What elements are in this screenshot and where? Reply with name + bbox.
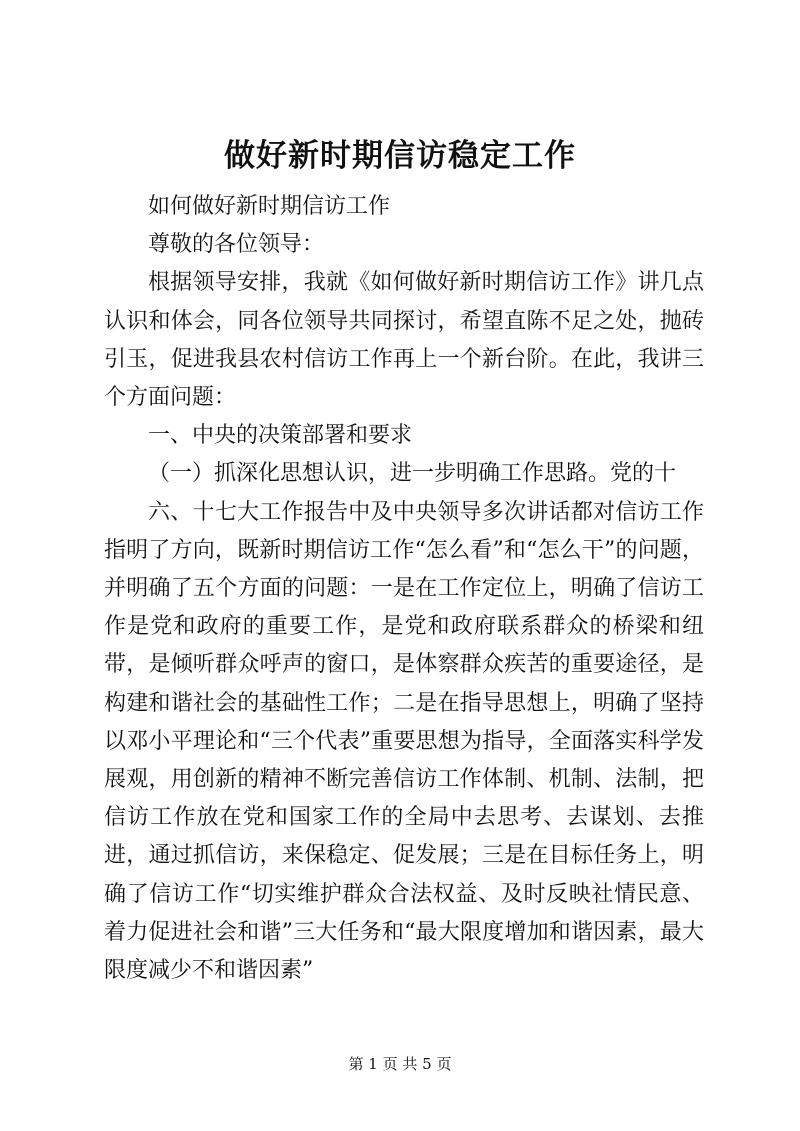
document-title: 做好新时期信访稳定工作 <box>224 138 576 174</box>
paragraph-body: 六、十七大工作报告中及中央领导多次讲话都对信访工作指明了方向，既新时期信访工作“怎么看”和“怎么干”的问题，并明确了五个方面的问题：一是在工作定位上，明确了信访工作是党和政府的重要工作，是党和政府联系群众的桥梁和纽带，是倾听群众呼声的窗口，是体察群众疾苦的重要途径，是构建和谐社会的基础性工作；二是在指导思想上，明确了坚持以邓小平理论和“三个代表”重要思想为指导，全面落实科学发展观，用创新的精神不断完善信访工作体制、机制、法制，把信访工作放在党和国家工作的全局中去思考、去谋划、去推进，通过抓信访，来保稳定、促发展；三是在目标任务上，明确了信访工作“切实维护群众合法权益、及时反映社情民意、着力促进社会和谐”三大任务和“最大限度增加和谐因素，最大限度减少不和谐因素” <box>104 499 704 984</box>
page-footer <box>0 1054 800 1074</box>
paragraph-salutation: 尊敬的各位领导： <box>148 232 325 258</box>
paragraph-subtitle: 如何做好新时期信访工作 <box>148 194 391 219</box>
paragraph-intro: 根据领导安排，我就《如何做好新时期信访工作》讲几点认识和体会，同各位领导共同探讨，希望直陈不足之处，抛砖引玉，促进我县农村信访工作再上一个新台阶。在此，我讲三个方面问题： <box>104 270 704 411</box>
paragraph-section-heading: 一、中央的决策部署和要求 <box>148 423 413 449</box>
page-number-label: 第 1 页 共 5 页 <box>348 1055 452 1073</box>
paragraph-subsection-heading: （一）抓深化思想认识，进一步明确工作思路。党的十 <box>148 461 677 487</box>
document-body <box>104 188 704 990</box>
